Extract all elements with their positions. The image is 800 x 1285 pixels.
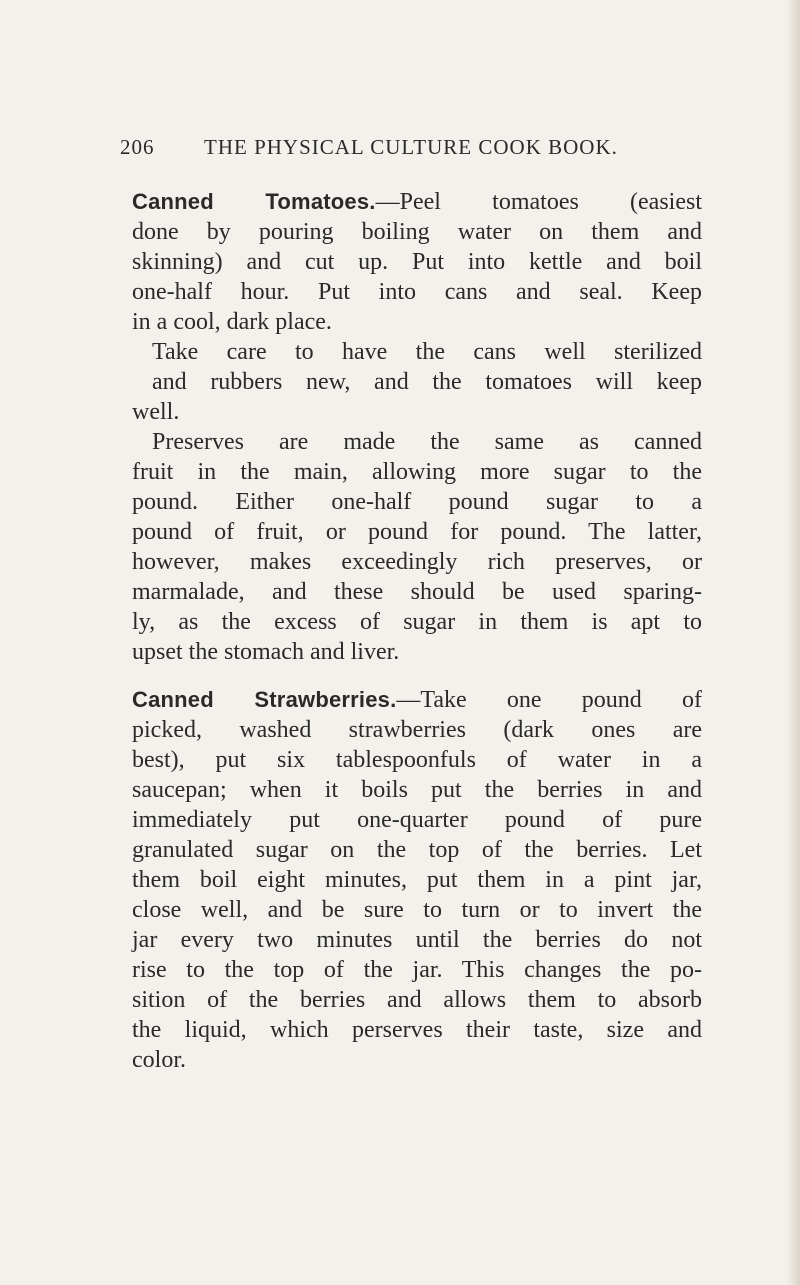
- text-line: them boil eight minutes, put them in a pint jar,: [132, 867, 702, 893]
- text-line: marmalade, and these should be used sparing-: [132, 579, 702, 605]
- text-line: rise to the top of the jar. This changes the po-: [132, 957, 702, 983]
- running-header: [120, 132, 702, 162]
- recipe-text: —Peel tomatoes (easiest: [375, 189, 703, 215]
- text-line: in a cool, dark place.: [132, 309, 332, 335]
- text-line: saucepan; when it boils put the berries in and: [132, 777, 702, 803]
- text-line: best), put six tablespoonfuls of water in a: [132, 747, 702, 773]
- text-line: ly, as the excess of sugar in them is apt to: [132, 609, 702, 635]
- recipe-title: Canned Tomatoes.: [132, 189, 376, 214]
- text-line: [132, 187, 702, 217]
- text-line: color.: [132, 1047, 186, 1073]
- paragraph-preserves: [132, 427, 702, 667]
- paragraph-sterilize: [132, 337, 702, 427]
- text-line: close well, and be sure to turn or to invert the: [132, 897, 702, 923]
- text-line: pound of fruit, or pound for pound. The latter,: [132, 519, 702, 545]
- text-line: well.: [132, 399, 180, 425]
- text-line: granulated sugar on the top of the berries. Let: [132, 837, 702, 863]
- recipe-text: —Take one pound of: [396, 687, 702, 713]
- recipe-canned-tomatoes: [132, 187, 702, 337]
- text-line: and rubbers new, and the tomatoes will keep: [152, 369, 702, 395]
- page-body: [132, 187, 702, 1075]
- text-line: immediately put one-quarter pound of pure: [132, 807, 702, 833]
- page-number: 206: [120, 135, 155, 159]
- text-line: Take care to have the cans well sterilized: [152, 339, 702, 365]
- text-line: Preserves are made the same as canned: [152, 429, 702, 455]
- page-edge-shadow: [786, 0, 800, 1285]
- text-line: however, makes exceedingly rich preserves, or: [132, 549, 702, 575]
- text-line: pound. Either one-half pound sugar to a: [132, 489, 702, 515]
- recipe-canned-strawberries: [132, 685, 702, 1075]
- recipe-title: Canned Strawberries.: [132, 687, 397, 712]
- text-line: done by pouring boiling water on them and: [132, 219, 702, 245]
- text-line: one-half hour. Put into cans and seal. Keep: [132, 279, 702, 305]
- text-line: jar every two minutes until the berries do not: [132, 927, 702, 953]
- text-line: upset the stomach and liver.: [132, 639, 400, 665]
- text-line: the liquid, which perserves their taste, size and: [132, 1017, 702, 1043]
- text-line: sition of the berries and allows them to absorb: [132, 987, 702, 1013]
- text-line: [132, 685, 702, 715]
- text-line: fruit in the main, allowing more sugar to the: [132, 459, 702, 485]
- book-title-header: THE PHYSICAL CULTURE COOK BOOK.: [204, 135, 618, 159]
- text-line: picked, washed strawberries (dark ones are: [132, 717, 702, 743]
- text-line: skinning) and cut up. Put into kettle and boil: [132, 249, 702, 275]
- book-page: [120, 0, 702, 1285]
